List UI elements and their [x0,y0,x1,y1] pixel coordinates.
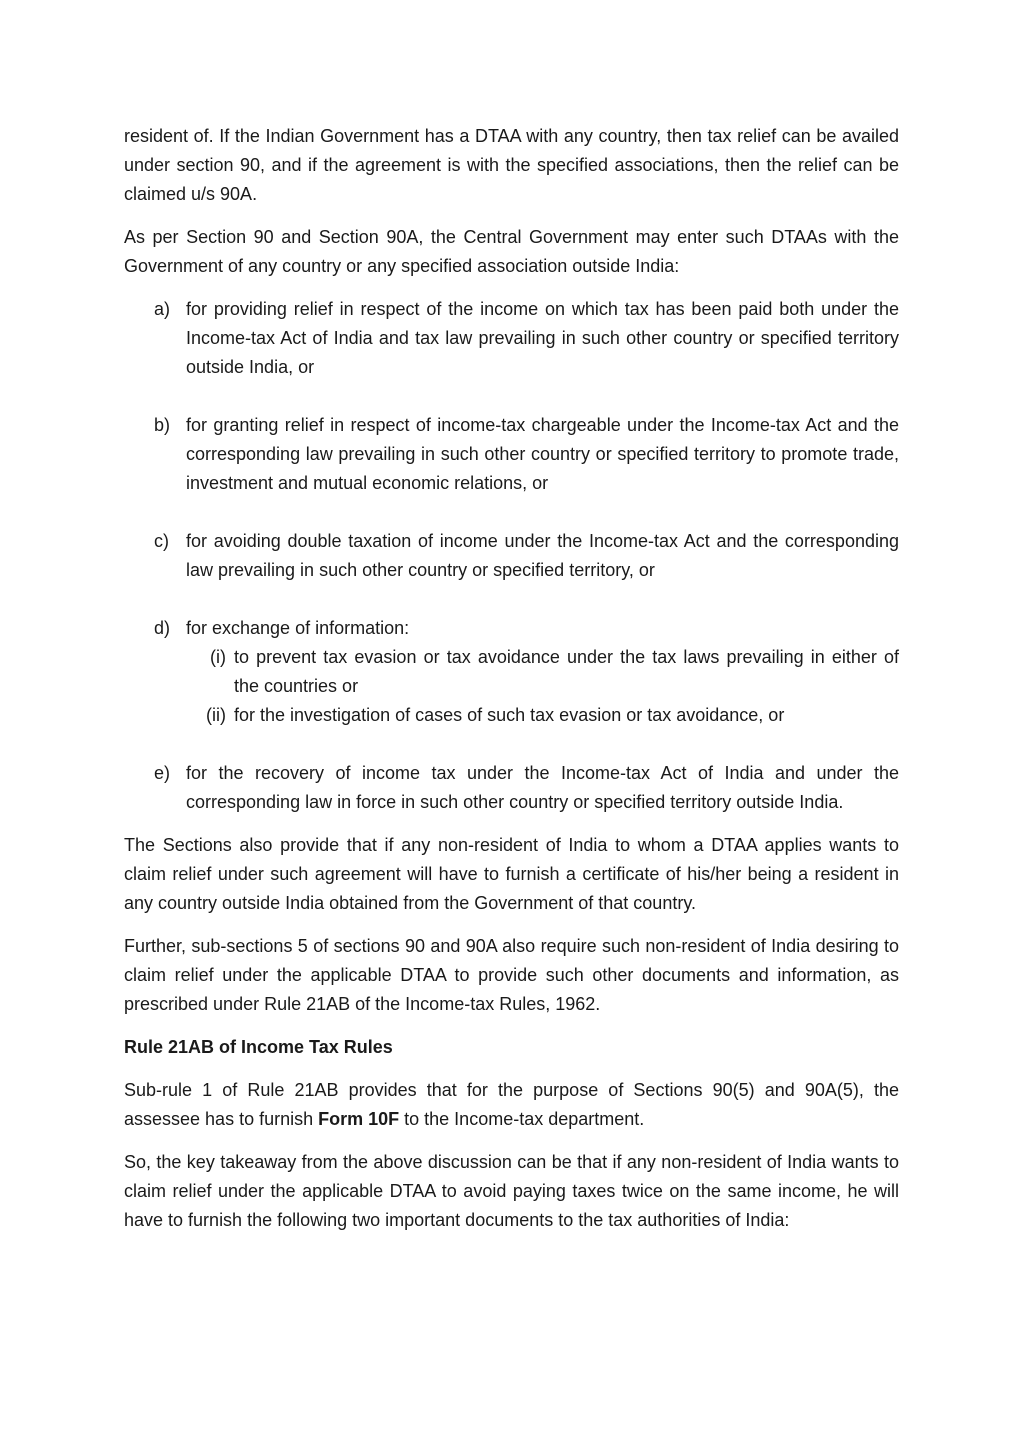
document-page [124,122,899,1249]
section-heading: Rule 21AB of Income Tax Rules [124,1037,393,1057]
list-item-text: for granting relief in respect of income-tax chargeable under the Income-tax Act and the corresponding law prevailing in such other country or specified territory to promote trade, investment and mutual economic relations, or [186,415,899,493]
paragraph-form-10f [124,1076,899,1134]
form-10f-text-after: to the Income-tax department. [399,1109,645,1129]
list-item-text: for exchange of information: [186,618,410,638]
form-10f-bold: Form 10F [318,1109,400,1129]
list-marker: b) [154,415,171,435]
list-item-d [124,614,899,730]
paragraph-key-takeaway: So, the key takeaway from the above discussion can be that if any non-resident of India wants to claim relief under the applicable DTAA to avoid paying taxes twice on the same income, he will have to furnish the following two important documents to the tax authorities of India: [124,1152,899,1230]
paragraph-subsections: Further, sub-sections 5 of sections 90 and 90A also require such non-resident of India desiring to claim relief under the applicable DTAA to provide such other documents and information, as prescribed under Rule 21AB of the Income-tax Rules, 1962. [124,936,899,1014]
list-item-text: for providing relief in respect of the income on which tax has been paid both under the Income-tax Act of India and tax law prevailing in such other country or specified territory outside India, or [186,299,899,377]
paragraph-section-90: As per Section 90 and Section 90A, the Central Government may enter such DTAAs with the Government of any country or any specified association outside India: [124,227,899,276]
list-item-b [124,411,899,498]
list-item-a [124,295,899,382]
list-item-text: for avoiding double taxation of income under the Income-tax Act and the corresponding law prevailing in such other country or specified territory, or [186,531,899,580]
sublist-item-text: to prevent tax evasion or tax avoidance under the tax laws prevailing in either of the countries or [234,647,899,696]
form-10f-text-before: Sub-rule 1 of Rule 21AB provides that for the purpose of Sections 90(5) and 90A(5), the assessee has to furnish [124,1080,899,1129]
list-marker: c) [154,531,169,551]
sublist-marker: (ii) [206,705,226,725]
purpose-list [124,295,899,817]
list-item-e [124,759,899,817]
information-sublist [186,643,899,730]
list-item-c [124,527,899,585]
list-marker: a) [154,299,171,319]
list-marker: e) [154,763,171,783]
sublist-item-i [186,643,899,701]
list-marker: d) [154,618,171,638]
list-item-text: for the recovery of income tax under the Income-tax Act of India and under the corresponding law in force in such other country or specified territory outside India. [186,763,899,812]
paragraph-certificate: The Sections also provide that if any non-resident of India to whom a DTAA applies wants to claim relief under such agreement will have to furnish a certificate of his/her being a resident in any country outside India obtained from the Government of that country. [124,835,899,913]
sublist-marker: (i) [210,647,226,667]
paragraph-dtaa-relief: resident of. If the Indian Government has a DTAA with any country, then tax relief can be availed under section 90, and if the agreement is with the specified associations, then the relief can be claimed u/s 90A. [124,126,899,204]
sublist-item-ii [186,701,899,730]
sublist-item-text: for the investigation of cases of such tax evasion or tax avoidance, or [234,705,785,725]
